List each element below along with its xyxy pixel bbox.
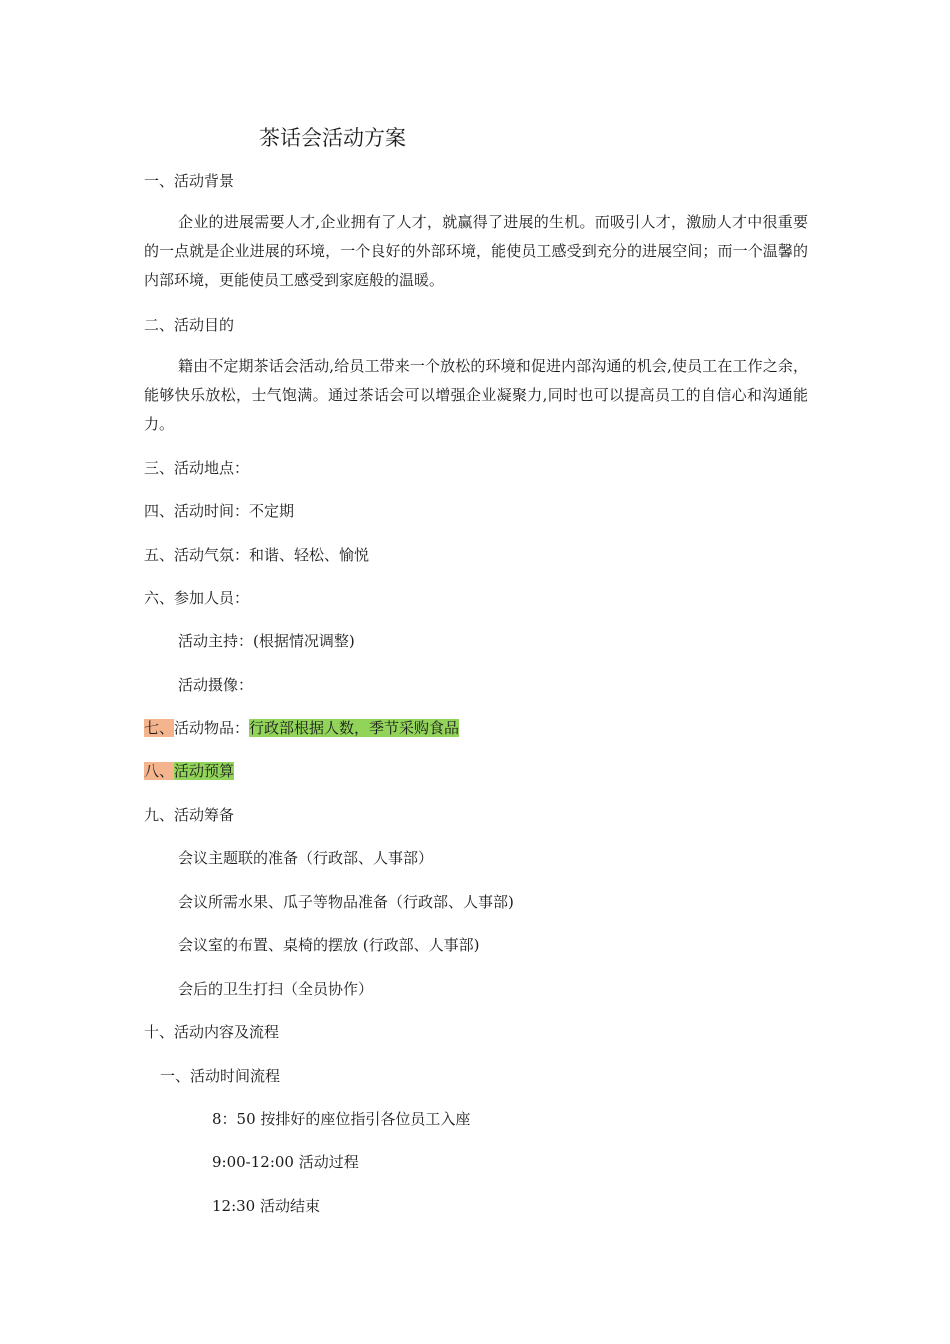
section-body-purpose: 籍由不定期茶话会活动,给员工带来一个放松的环境和促进内部沟通的机会,使员工在工作之余，能够快乐放松，士气饱满。通过茶话会可以增强企业凝聚力,同时也可以提高员工的自信心和沟通能力。 (144, 357, 808, 433)
section-heading-supplies (144, 717, 459, 739)
section-heading-location: 三、活动地点： (144, 459, 250, 477)
supplies-value-highlight: 行政部根据人数，季节采购食品 (249, 719, 460, 737)
participant-camera: 活动摄像： (178, 676, 254, 694)
preparation-item: 会议主题联的准备（行政部、人事部） (178, 849, 434, 867)
supplies-prefix-highlight: 七、 (144, 719, 175, 737)
schedule-item: 12:30 活动结束 (212, 1197, 320, 1215)
participant-host: 活动主持：(根据情况调整) (178, 632, 355, 650)
section-body-background: 企业的进展需要人才,企业拥有了人才，就赢得了进展的生机。而吸引人才，激励人才中很重要的一点就是企业进展的环境，一个良好的外部环境，能使员工感受到充分的进展空间；而一个温馨的内部环境，更能使员工感受到家庭般的温暖。 (144, 213, 808, 289)
section-heading-purpose: 二、活动目的 (144, 316, 235, 334)
section-heading-budget (144, 760, 234, 782)
section-heading-content: 十、活动内容及流程 (144, 1023, 280, 1041)
supplies-label: 活动物品： (174, 719, 250, 737)
schedule-item: 8：50 按排好的座位指引各位员工入座 (212, 1110, 471, 1128)
section-heading-participants: 六、参加人员： (144, 589, 250, 607)
preparation-item: 会议室的布置、桌椅的摆放 (行政部、人事部) (178, 936, 480, 954)
budget-prefix-highlight: 八、 (144, 762, 175, 780)
preparation-item: 会议所需水果、瓜子等物品准备（行政部、人事部) (178, 893, 514, 911)
section-heading-background: 一、活动背景 (144, 172, 235, 190)
subsection-heading-schedule: 一、活动时间流程 (160, 1067, 281, 1085)
schedule-item: 9:00-12:00 活动过程 (212, 1153, 359, 1171)
preparation-item: 会后的卫生打扫（全员协作） (178, 980, 374, 998)
section-heading-atmosphere: 五、活动气氛：和谐、轻松、愉悦 (144, 546, 370, 564)
section-heading-preparation: 九、活动筹备 (144, 806, 235, 824)
budget-label-highlight: 活动预算 (174, 762, 235, 780)
document-title: 茶话会活动方案 (259, 126, 406, 150)
section-heading-time: 四、活动时间：不定期 (144, 502, 295, 520)
